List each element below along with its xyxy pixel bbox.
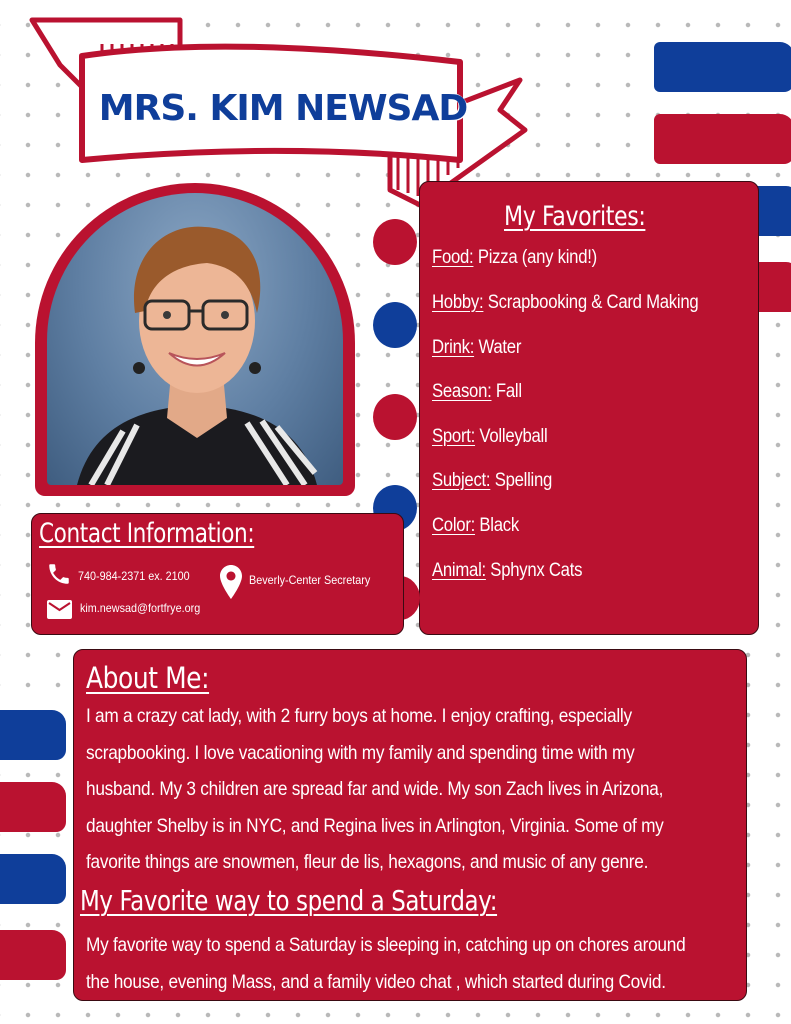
saturday-line: My favorite way to spend a Saturday is sleeping in, catching up on chores around (86, 934, 686, 956)
fav-value: Pizza (any kind!) (477, 247, 597, 268)
fav-value: Fall (495, 381, 522, 402)
fav-value: Water (478, 337, 522, 358)
fav-row-season (432, 381, 522, 403)
stripe-blue-top-right-1 (654, 42, 791, 92)
fav-row-color (432, 515, 519, 537)
fav-label: Animal: (432, 560, 486, 581)
saturday-line: the house, evening Mass, and a family video chat , which started during Covid. (86, 970, 666, 993)
about-line: husband. My 3 children are spread far and wide. My son Zach lives in Arizona, (86, 778, 664, 801)
fav-row-food (432, 247, 597, 269)
photo-frame (35, 183, 355, 496)
contact-title: Contact Information: (39, 518, 255, 549)
fav-row-sport (432, 426, 547, 448)
fav-value: Scrapbooking & Card Making (487, 292, 699, 313)
fav-label: Drink: (432, 337, 475, 358)
teacher-name: MRS. KIM NEWSAD (98, 88, 468, 129)
fav-value: Sphynx Cats (490, 560, 583, 581)
saturday-text (86, 927, 685, 1000)
contact-email[interactable]: kim.newsad@fortfrye.org (80, 601, 201, 615)
mail-icon (47, 600, 72, 619)
decor-dot-red-2 (373, 394, 417, 440)
fav-label: Season: (432, 381, 492, 402)
fav-label: Subject: (432, 470, 491, 491)
about-line: I am a crazy cat lady, with 2 furry boys at home. I enjoy crafting, especially (86, 705, 632, 727)
about-title: About Me: (86, 661, 210, 695)
about-line: scrapbooking. I love vacationing with my family and spending time with my (86, 741, 635, 764)
fav-label: Color: (432, 515, 476, 536)
about-line: daughter Shelby is in NYC, and Regina lives in Arlington, Virginia. Some of my (86, 814, 664, 837)
decor-dot-red-1 (373, 219, 417, 265)
profile-photo (47, 193, 343, 485)
decor-dot-blue-1 (373, 302, 417, 348)
fav-label: Hobby: (432, 292, 484, 313)
phone-icon (46, 561, 72, 587)
contact-phone[interactable]: 740-984-2371 ex. 2100 (78, 569, 190, 583)
about-text (86, 698, 664, 881)
favorites-title: My Favorites: (504, 201, 646, 232)
stripe-blue-left-1 (0, 710, 66, 760)
fav-row-subject (432, 470, 552, 492)
fav-row-animal (432, 560, 582, 582)
fav-value: Spelling (494, 470, 553, 491)
stripe-blue-left-2 (0, 854, 66, 904)
stripe-red-left-2 (0, 930, 66, 980)
fav-label: Food: (432, 247, 474, 268)
stripe-red-top-right-1 (654, 114, 791, 164)
about-line: favorite things are snowmen, fleur de lis, hexagons, and music of any genre. (86, 851, 649, 874)
fav-value: Black (479, 515, 519, 536)
map-pin-icon (220, 565, 242, 599)
fav-row-drink (432, 337, 521, 359)
fav-row-hobby (432, 292, 698, 314)
fav-value: Volleyball (479, 426, 548, 447)
contact-location: Beverly-Center Secretary (249, 573, 371, 587)
saturday-title: My Favorite way to spend a Saturday: (80, 884, 498, 917)
fav-label: Sport: (432, 426, 476, 447)
stripe-red-left-1 (0, 782, 66, 832)
